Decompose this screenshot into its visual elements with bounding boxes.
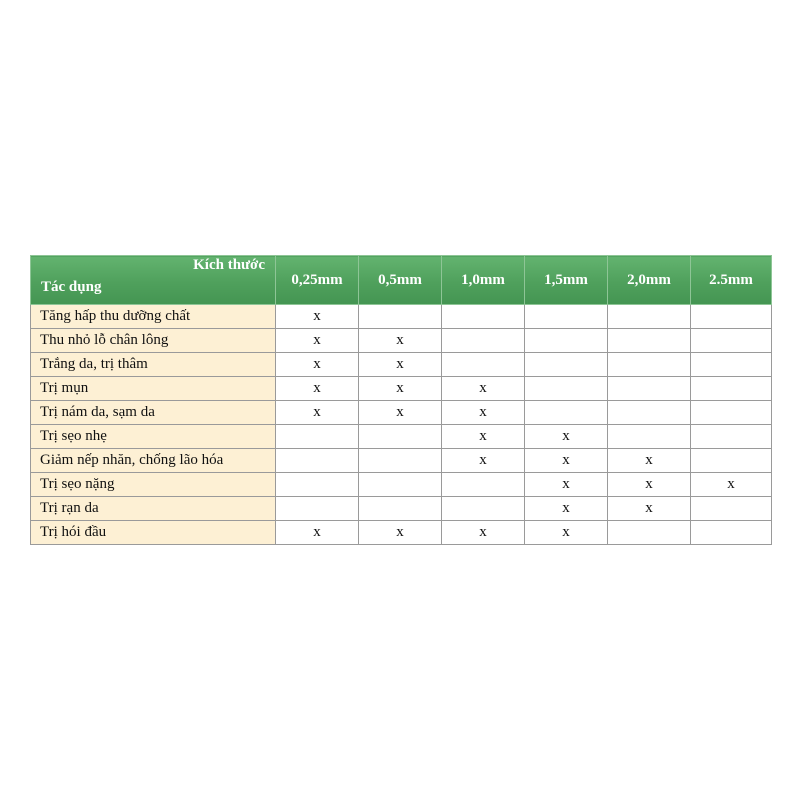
mark-cell: x	[525, 449, 608, 473]
mark-cell	[608, 401, 691, 425]
table-row	[31, 473, 772, 497]
mark-cell	[525, 329, 608, 353]
table-row	[31, 377, 772, 401]
mark-cell	[608, 329, 691, 353]
mark-cell	[276, 497, 359, 521]
mark-cell	[691, 401, 772, 425]
effect-label: Thu nhỏ lỗ chân lông	[31, 329, 276, 353]
mark-cell: x	[276, 377, 359, 401]
mark-cell: x	[608, 497, 691, 521]
mark-cell: x	[276, 329, 359, 353]
mark-cell	[525, 305, 608, 329]
mark-cell: x	[608, 449, 691, 473]
mark-cell	[442, 305, 525, 329]
mark-cell: x	[276, 353, 359, 377]
effect-label: Trị sẹo nặng	[31, 473, 276, 497]
table-row	[31, 521, 772, 545]
table-body	[31, 305, 772, 545]
effect-label: Trị nám da, sạm da	[31, 401, 276, 425]
mark-cell: x	[442, 449, 525, 473]
size-header: 2,0mm	[608, 256, 691, 305]
mark-cell	[442, 473, 525, 497]
mark-cell: x	[691, 473, 772, 497]
mark-cell	[276, 449, 359, 473]
table-row	[31, 497, 772, 521]
size-header: 0,5mm	[359, 256, 442, 305]
mark-cell	[691, 377, 772, 401]
mark-cell	[525, 377, 608, 401]
effect-label: Trị mụn	[31, 377, 276, 401]
mark-cell: x	[525, 473, 608, 497]
effect-label: Trị hói đầu	[31, 521, 276, 545]
mark-cell	[608, 377, 691, 401]
mark-cell	[691, 497, 772, 521]
mark-cell	[276, 425, 359, 449]
mark-cell: x	[525, 521, 608, 545]
mark-cell	[525, 401, 608, 425]
mark-cell: x	[442, 401, 525, 425]
mark-cell: x	[442, 425, 525, 449]
table-row	[31, 329, 772, 353]
mark-cell	[525, 353, 608, 377]
table-row	[31, 449, 772, 473]
effect-label: Trị rạn da	[31, 497, 276, 521]
mark-cell	[359, 305, 442, 329]
dermaroller-size-table-container	[30, 255, 771, 545]
mark-cell	[359, 473, 442, 497]
mark-cell	[608, 425, 691, 449]
mark-cell	[608, 353, 691, 377]
mark-cell: x	[359, 521, 442, 545]
mark-cell: x	[608, 473, 691, 497]
mark-cell	[359, 497, 442, 521]
mark-cell	[608, 521, 691, 545]
table-row	[31, 353, 772, 377]
header-row	[31, 256, 772, 305]
effect-label: Trắng da, trị thâm	[31, 353, 276, 377]
mark-cell	[442, 329, 525, 353]
table-row	[31, 305, 772, 329]
mark-cell: x	[525, 497, 608, 521]
mark-cell	[691, 521, 772, 545]
mark-cell: x	[276, 521, 359, 545]
row-axis-label: Tác dụng	[41, 279, 102, 295]
mark-cell	[442, 353, 525, 377]
effect-label: Trị sẹo nhẹ	[31, 425, 276, 449]
column-axis-label: Kích thước	[193, 257, 265, 273]
mark-cell: x	[276, 401, 359, 425]
dermaroller-size-table	[30, 255, 772, 545]
mark-cell: x	[525, 425, 608, 449]
mark-cell	[359, 449, 442, 473]
table-row	[31, 425, 772, 449]
size-header: 1,5mm	[525, 256, 608, 305]
mark-cell	[691, 425, 772, 449]
mark-cell	[691, 449, 772, 473]
size-header: 2.5mm	[691, 256, 772, 305]
mark-cell	[276, 473, 359, 497]
mark-cell	[691, 353, 772, 377]
mark-cell: x	[359, 377, 442, 401]
mark-cell: x	[442, 521, 525, 545]
mark-cell: x	[276, 305, 359, 329]
size-header: 1,0mm	[442, 256, 525, 305]
mark-cell: x	[359, 329, 442, 353]
mark-cell	[691, 329, 772, 353]
mark-cell: x	[359, 353, 442, 377]
mark-cell	[442, 497, 525, 521]
mark-cell: x	[442, 377, 525, 401]
corner-header-cell	[31, 256, 276, 305]
mark-cell	[359, 425, 442, 449]
mark-cell	[608, 305, 691, 329]
table-row	[31, 401, 772, 425]
mark-cell: x	[359, 401, 442, 425]
effect-label: Tăng hấp thu dưỡng chất	[31, 305, 276, 329]
size-header: 0,25mm	[276, 256, 359, 305]
effect-label: Giảm nếp nhăn, chống lão hóa	[31, 449, 276, 473]
mark-cell	[691, 305, 772, 329]
